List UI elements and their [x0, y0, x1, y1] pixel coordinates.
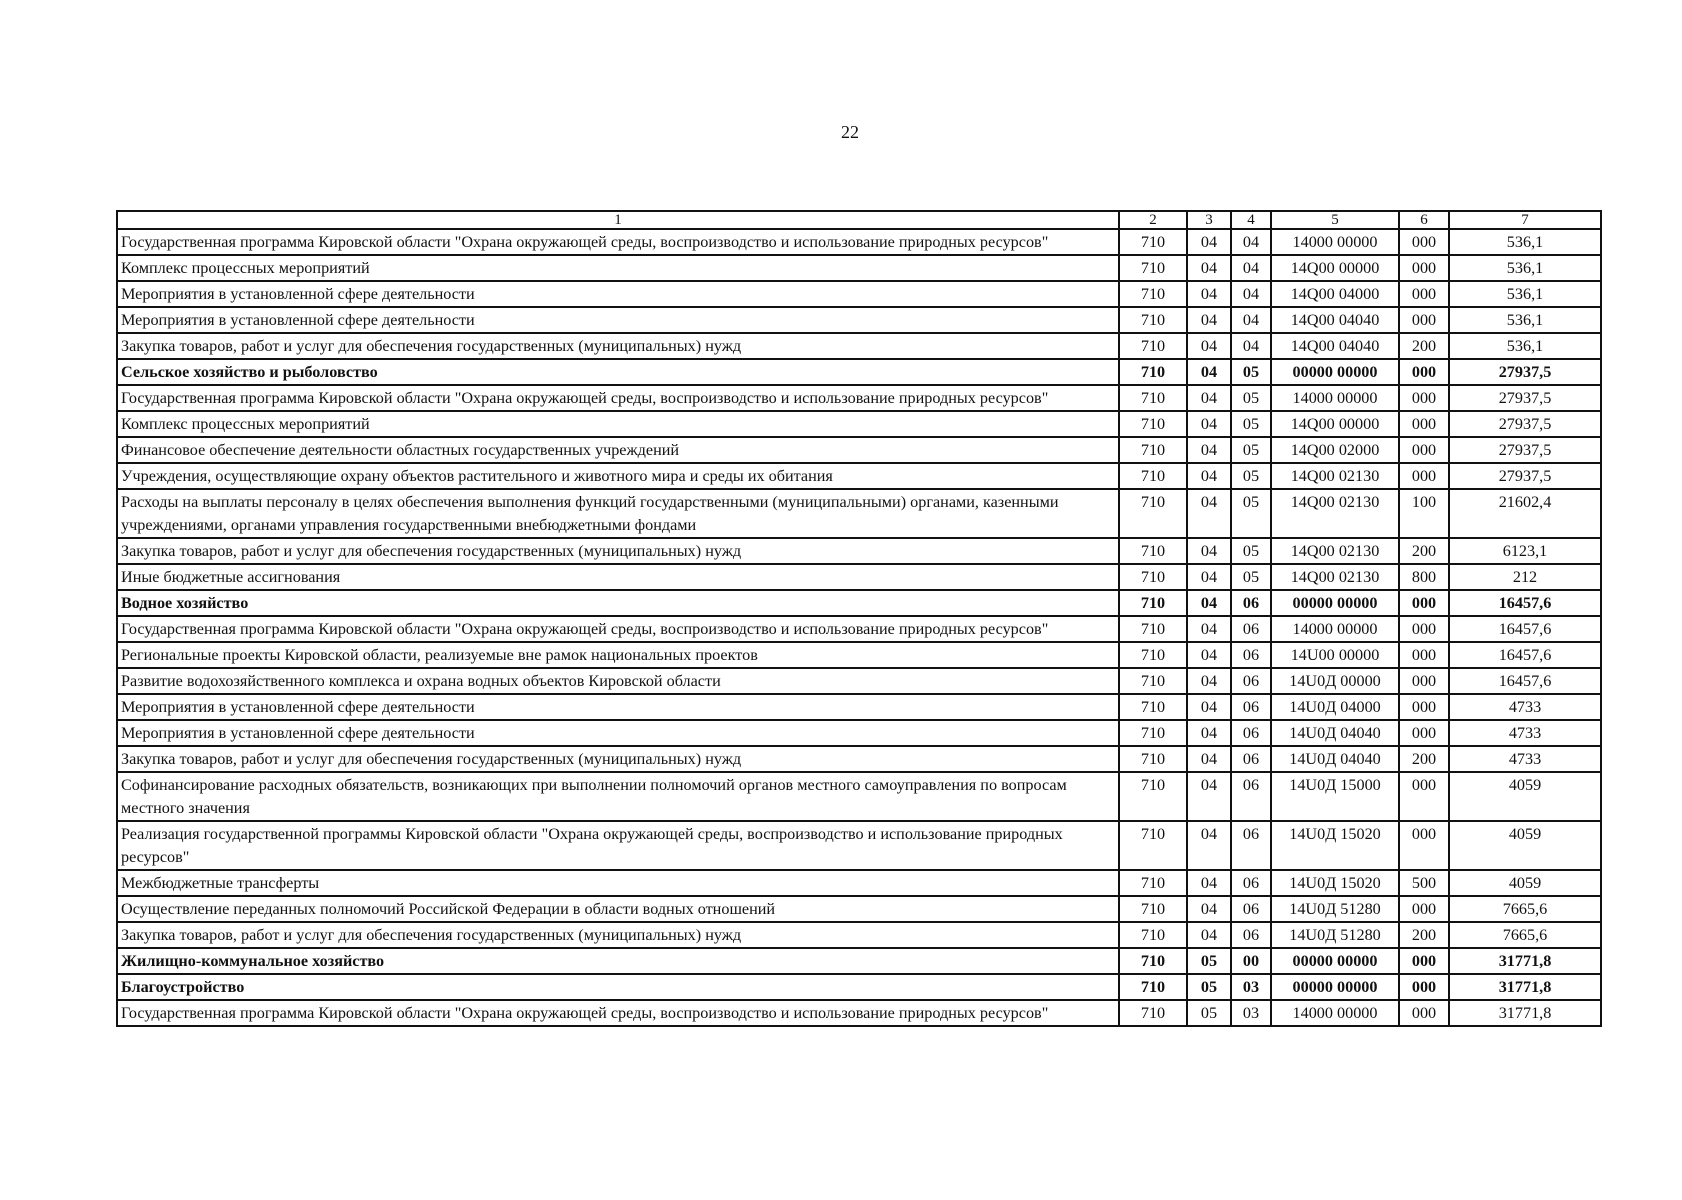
code-expense-type: 000: [1399, 720, 1449, 746]
code-subsection: 04: [1231, 255, 1271, 281]
code-expense-type: 000: [1399, 772, 1449, 821]
amount: 536,1: [1449, 281, 1601, 307]
code-subsection: 06: [1231, 870, 1271, 896]
code-section: 04: [1187, 590, 1231, 616]
row-name: Жилищно-коммунальное хозяйство: [117, 948, 1119, 974]
row-name: Мероприятия в установленной сфере деятельности: [117, 307, 1119, 333]
code-expense-type: 000: [1399, 1000, 1449, 1026]
code-target: 14Q00 02130: [1271, 538, 1399, 564]
code-expense-type: 000: [1399, 437, 1449, 463]
code-subsection: 04: [1231, 281, 1271, 307]
code-admin: 710: [1119, 772, 1187, 821]
table-row: [117, 974, 1601, 1000]
code-target: 14000 00000: [1271, 385, 1399, 411]
code-section: 04: [1187, 463, 1231, 489]
table-row: [117, 642, 1601, 668]
amount: 536,1: [1449, 255, 1601, 281]
code-subsection: 04: [1231, 307, 1271, 333]
row-name: Софинансирование расходных обязательств, возникающих при выполнении полномочий органов местного самоуправления по вопросам местного значения: [117, 772, 1119, 821]
table-row: [117, 1000, 1601, 1026]
table-row: [117, 229, 1601, 255]
code-subsection: 04: [1231, 333, 1271, 359]
code-expense-type: 000: [1399, 385, 1449, 411]
header-cell: 7: [1449, 211, 1601, 229]
row-name: Расходы на выплаты персоналу в целях обеспечения выполнения функций государственными (муниципальными) органами, казенными учреждениями, органами управления государственными внебюджетными фондами: [117, 489, 1119, 538]
code-admin: 710: [1119, 538, 1187, 564]
table-row: [117, 694, 1601, 720]
code-admin: 710: [1119, 668, 1187, 694]
table-row: [117, 333, 1601, 359]
row-name: Мероприятия в установленной сфере деятельности: [117, 281, 1119, 307]
code-section: 05: [1187, 974, 1231, 1000]
code-expense-type: 000: [1399, 281, 1449, 307]
code-admin: 710: [1119, 333, 1187, 359]
amount: 4733: [1449, 694, 1601, 720]
code-target: 14U0Д 51280: [1271, 922, 1399, 948]
amount: 536,1: [1449, 333, 1601, 359]
header-row: [117, 211, 1601, 229]
code-target: 14U0Д 51280: [1271, 896, 1399, 922]
amount: 27937,5: [1449, 437, 1601, 463]
row-name: Иные бюджетные ассигнования: [117, 564, 1119, 590]
table-row: [117, 948, 1601, 974]
code-target: 14Q00 00000: [1271, 255, 1399, 281]
code-subsection: 06: [1231, 694, 1271, 720]
code-target: 00000 00000: [1271, 590, 1399, 616]
code-subsection: 05: [1231, 538, 1271, 564]
code-expense-type: 800: [1399, 564, 1449, 590]
table-row: [117, 590, 1601, 616]
code-target: 14Q00 02130: [1271, 489, 1399, 538]
code-admin: 710: [1119, 255, 1187, 281]
row-name: Финансовое обеспечение деятельности областных государственных учреждений: [117, 437, 1119, 463]
code-admin: 710: [1119, 489, 1187, 538]
table-row: [117, 255, 1601, 281]
code-section: 04: [1187, 229, 1231, 255]
row-name: Региональные проекты Кировской области, реализуемые вне рамок национальных проектов: [117, 642, 1119, 668]
table-row: [117, 411, 1601, 437]
code-expense-type: 000: [1399, 948, 1449, 974]
amount: 536,1: [1449, 229, 1601, 255]
row-name: Мероприятия в установленной сфере деятельности: [117, 694, 1119, 720]
code-expense-type: 000: [1399, 896, 1449, 922]
row-name: Государственная программа Кировской области "Охрана окружающей среды, воспроизводство и использование природных ресурсов": [117, 1000, 1119, 1026]
code-target: 14000 00000: [1271, 616, 1399, 642]
code-target: 00000 00000: [1271, 948, 1399, 974]
code-section: 04: [1187, 720, 1231, 746]
code-section: 04: [1187, 870, 1231, 896]
code-section: 05: [1187, 1000, 1231, 1026]
amount: 27937,5: [1449, 463, 1601, 489]
code-expense-type: 000: [1399, 463, 1449, 489]
code-subsection: 05: [1231, 564, 1271, 590]
table-row: [117, 821, 1601, 870]
header-cell: 1: [117, 211, 1119, 229]
amount: 4059: [1449, 772, 1601, 821]
row-name: Сельское хозяйство и рыболовство: [117, 359, 1119, 385]
amount: 212: [1449, 564, 1601, 590]
code-target: 14Q00 02130: [1271, 463, 1399, 489]
code-target: 14U0Д 04040: [1271, 720, 1399, 746]
amount: 6123,1: [1449, 538, 1601, 564]
code-admin: 710: [1119, 229, 1187, 255]
code-section: 04: [1187, 437, 1231, 463]
code-section: 04: [1187, 642, 1231, 668]
code-section: 04: [1187, 821, 1231, 870]
code-admin: 710: [1119, 720, 1187, 746]
amount: 21602,4: [1449, 489, 1601, 538]
code-admin: 710: [1119, 437, 1187, 463]
budget-table: [116, 210, 1602, 1027]
row-name: Учреждения, осуществляющие охрану объектов растительного и животного мира и среды их обитания: [117, 463, 1119, 489]
code-section: 04: [1187, 694, 1231, 720]
code-target: 00000 00000: [1271, 359, 1399, 385]
code-section: 04: [1187, 922, 1231, 948]
code-target: 14000 00000: [1271, 1000, 1399, 1026]
table-row: [117, 720, 1601, 746]
amount: 27937,5: [1449, 411, 1601, 437]
amount: 31771,8: [1449, 974, 1601, 1000]
code-subsection: 06: [1231, 922, 1271, 948]
code-expense-type: 100: [1399, 489, 1449, 538]
code-expense-type: 200: [1399, 922, 1449, 948]
code-subsection: 06: [1231, 642, 1271, 668]
code-expense-type: 000: [1399, 229, 1449, 255]
amount: 536,1: [1449, 307, 1601, 333]
code-section: 04: [1187, 359, 1231, 385]
code-admin: 710: [1119, 281, 1187, 307]
row-name: Водное хозяйство: [117, 590, 1119, 616]
code-section: 04: [1187, 489, 1231, 538]
amount: 31771,8: [1449, 1000, 1601, 1026]
code-subsection: 00: [1231, 948, 1271, 974]
code-admin: 710: [1119, 411, 1187, 437]
code-section: 04: [1187, 668, 1231, 694]
code-admin: 710: [1119, 642, 1187, 668]
code-target: 14U0Д 15020: [1271, 821, 1399, 870]
code-subsection: 05: [1231, 385, 1271, 411]
code-admin: 710: [1119, 359, 1187, 385]
code-admin: 710: [1119, 821, 1187, 870]
table-row: [117, 668, 1601, 694]
code-target: 14Q00 02130: [1271, 564, 1399, 590]
code-section: 04: [1187, 772, 1231, 821]
table-row: [117, 489, 1601, 538]
code-target: 14U0Д 15020: [1271, 870, 1399, 896]
amount: 16457,6: [1449, 590, 1601, 616]
code-target: 14000 00000: [1271, 229, 1399, 255]
code-subsection: 05: [1231, 437, 1271, 463]
code-subsection: 04: [1231, 229, 1271, 255]
code-target: 14Q00 02000: [1271, 437, 1399, 463]
code-expense-type: 000: [1399, 668, 1449, 694]
table-row: [117, 564, 1601, 590]
amount: 7665,6: [1449, 896, 1601, 922]
amount: 27937,5: [1449, 385, 1601, 411]
code-target: 14Q00 00000: [1271, 411, 1399, 437]
code-expense-type: 000: [1399, 616, 1449, 642]
code-admin: 710: [1119, 896, 1187, 922]
code-section: 05: [1187, 948, 1231, 974]
code-expense-type: 000: [1399, 974, 1449, 1000]
code-target: 14U00 00000: [1271, 642, 1399, 668]
code-subsection: 05: [1231, 411, 1271, 437]
table-row: [117, 616, 1601, 642]
code-target: 14Q00 04040: [1271, 307, 1399, 333]
amount: 4059: [1449, 821, 1601, 870]
code-admin: 710: [1119, 307, 1187, 333]
amount: 16457,6: [1449, 642, 1601, 668]
code-subsection: 03: [1231, 1000, 1271, 1026]
table-row: [117, 538, 1601, 564]
code-expense-type: 500: [1399, 870, 1449, 896]
code-admin: 710: [1119, 616, 1187, 642]
row-name: Закупка товаров, работ и услуг для обеспечения государственных (муниципальных) нужд: [117, 746, 1119, 772]
code-expense-type: 000: [1399, 307, 1449, 333]
code-target: 14Q00 04040: [1271, 333, 1399, 359]
table-row: [117, 772, 1601, 821]
code-admin: 710: [1119, 590, 1187, 616]
code-expense-type: 200: [1399, 538, 1449, 564]
code-subsection: 06: [1231, 772, 1271, 821]
code-section: 04: [1187, 411, 1231, 437]
code-admin: 710: [1119, 746, 1187, 772]
code-subsection: 05: [1231, 463, 1271, 489]
code-expense-type: 200: [1399, 746, 1449, 772]
amount: 31771,8: [1449, 948, 1601, 974]
code-section: 04: [1187, 896, 1231, 922]
code-section: 04: [1187, 746, 1231, 772]
code-admin: 710: [1119, 1000, 1187, 1026]
code-target: 14U0Д 04040: [1271, 746, 1399, 772]
row-name: Закупка товаров, работ и услуг для обеспечения государственных (муниципальных) нужд: [117, 538, 1119, 564]
code-target: 14U0Д 04000: [1271, 694, 1399, 720]
code-target: 14Q00 04000: [1271, 281, 1399, 307]
header-cell: 5: [1271, 211, 1399, 229]
amount: 7665,6: [1449, 922, 1601, 948]
header-cell: 2: [1119, 211, 1187, 229]
code-subsection: 06: [1231, 720, 1271, 746]
code-expense-type: 000: [1399, 590, 1449, 616]
amount: 16457,6: [1449, 616, 1601, 642]
code-expense-type: 000: [1399, 694, 1449, 720]
code-subsection: 06: [1231, 590, 1271, 616]
row-name: Осуществление переданных полномочий Российской Федерации в области водных отношений: [117, 896, 1119, 922]
code-section: 04: [1187, 616, 1231, 642]
amount: 4733: [1449, 720, 1601, 746]
amount: 27937,5: [1449, 359, 1601, 385]
code-admin: 710: [1119, 463, 1187, 489]
table-row: [117, 307, 1601, 333]
row-name: Комплекс процессных мероприятий: [117, 411, 1119, 437]
code-expense-type: 000: [1399, 255, 1449, 281]
amount: 4733: [1449, 746, 1601, 772]
row-name: Комплекс процессных мероприятий: [117, 255, 1119, 281]
code-expense-type: 000: [1399, 642, 1449, 668]
code-section: 04: [1187, 333, 1231, 359]
row-name: Мероприятия в установленной сфере деятельности: [117, 720, 1119, 746]
code-admin: 710: [1119, 922, 1187, 948]
row-name: Развитие водохозяйственного комплекса и охрана водных объектов Кировской области: [117, 668, 1119, 694]
row-name: Благоустройство: [117, 974, 1119, 1000]
row-name: Государственная программа Кировской области "Охрана окружающей среды, воспроизводство и использование природных ресурсов": [117, 616, 1119, 642]
row-name: Закупка товаров, работ и услуг для обеспечения государственных (муниципальных) нужд: [117, 333, 1119, 359]
code-expense-type: 200: [1399, 333, 1449, 359]
code-section: 04: [1187, 564, 1231, 590]
code-admin: 710: [1119, 974, 1187, 1000]
table-row: [117, 281, 1601, 307]
code-subsection: 06: [1231, 896, 1271, 922]
code-section: 04: [1187, 538, 1231, 564]
table-row: [117, 385, 1601, 411]
code-section: 04: [1187, 281, 1231, 307]
code-expense-type: 000: [1399, 359, 1449, 385]
table-row: [117, 463, 1601, 489]
header-cell: 3: [1187, 211, 1231, 229]
table-row: [117, 870, 1601, 896]
code-subsection: 06: [1231, 821, 1271, 870]
code-expense-type: 000: [1399, 411, 1449, 437]
row-name: Государственная программа Кировской области "Охрана окружающей среды, воспроизводство и использование природных ресурсов": [117, 385, 1119, 411]
code-subsection: 03: [1231, 974, 1271, 1000]
code-expense-type: 000: [1399, 821, 1449, 870]
row-name: Государственная программа Кировской области "Охрана окружающей среды, воспроизводство и использование природных ресурсов": [117, 229, 1119, 255]
code-admin: 710: [1119, 870, 1187, 896]
amount: 16457,6: [1449, 668, 1601, 694]
table-row: [117, 746, 1601, 772]
header-cell: 6: [1399, 211, 1449, 229]
page-number: 22: [841, 122, 859, 142]
row-name: Закупка товаров, работ и услуг для обеспечения государственных (муниципальных) нужд: [117, 922, 1119, 948]
code-section: 04: [1187, 307, 1231, 333]
code-section: 04: [1187, 255, 1231, 281]
header-cell: 4: [1231, 211, 1271, 229]
code-target: 14U0Д 00000: [1271, 668, 1399, 694]
code-subsection: 05: [1231, 359, 1271, 385]
code-admin: 710: [1119, 694, 1187, 720]
table-row: [117, 896, 1601, 922]
amount: 4059: [1449, 870, 1601, 896]
code-admin: 710: [1119, 948, 1187, 974]
code-section: 04: [1187, 385, 1231, 411]
code-target: 00000 00000: [1271, 974, 1399, 1000]
code-subsection: 06: [1231, 668, 1271, 694]
code-subsection: 06: [1231, 746, 1271, 772]
code-admin: 710: [1119, 385, 1187, 411]
row-name: Межбюджетные трансферты: [117, 870, 1119, 896]
table-row: [117, 359, 1601, 385]
code-admin: 710: [1119, 564, 1187, 590]
code-subsection: 05: [1231, 489, 1271, 538]
row-name: Реализация государственной программы Кировской области "Охрана окружающей среды, воспроизводство и использование природных ресурсов": [117, 821, 1119, 870]
table-row: [117, 922, 1601, 948]
table-row: [117, 437, 1601, 463]
code-target: 14U0Д 15000: [1271, 772, 1399, 821]
code-subsection: 06: [1231, 616, 1271, 642]
